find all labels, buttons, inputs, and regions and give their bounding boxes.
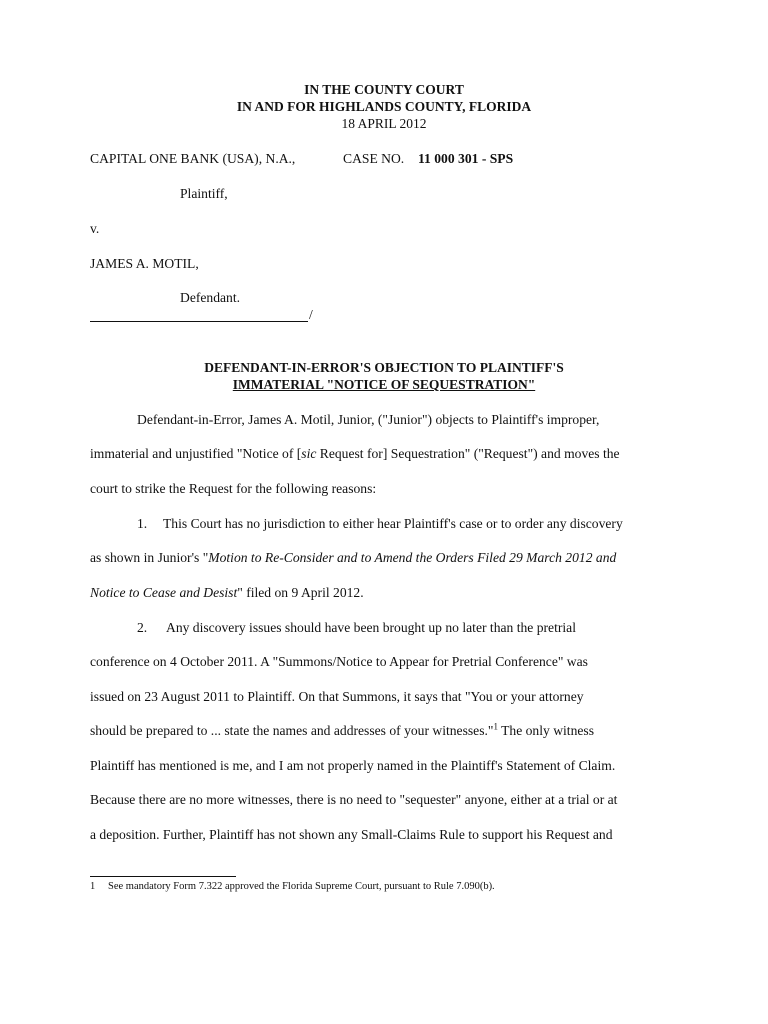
- intro-line: Defendant-in-Error, James A. Motil, Junior, ("Junior") objects to Plaintiff's improper,: [137, 412, 600, 427]
- footnote-mark: 1: [90, 881, 96, 892]
- court-name: IN THE COUNTY COURT: [304, 82, 464, 97]
- plaintiff-name: CAPITAL ONE BANK (USA), N.A.,: [90, 151, 296, 166]
- paragraph-number: 2.: [137, 620, 148, 635]
- footnote-rule: [90, 876, 236, 877]
- case-number-label: CASE NO.: [343, 151, 405, 166]
- document-title-line2: IMMATERIAL "NOTICE OF SEQUESTRATION": [232, 377, 536, 392]
- paragraph-2-line: Plaintiff has mentioned is me, and I am not properly named in the Plaintiff's Statement of Claim.: [90, 758, 616, 773]
- case-number: 11 000 301 - SPS: [418, 151, 514, 166]
- paragraph-2-line: a deposition. Further, Plaintiff has not shown any Small-Claims Rule to support his Request and: [90, 827, 613, 842]
- paragraph-2-line: Any discovery issues should have been brought up no later than the pretrial: [166, 620, 576, 635]
- paragraph-2-line: Because there are no more witnesses, there is no need to "sequester" anyone, either at a trial or at: [90, 792, 618, 807]
- footnote-reference: 1: [493, 721, 498, 732]
- caption-slash: /: [309, 307, 313, 322]
- document-title-line1: DEFENDANT-IN-ERROR'S OBJECTION TO PLAINTIFF'S: [204, 360, 564, 375]
- footnote-text: See mandatory Form 7.322 approved the Florida Supreme Court, pursuant to Rule 7.090(b).: [108, 881, 495, 892]
- paragraph-2-line: issued on 23 August 2011 to Plaintiff. On that Summons, it says that "You or your attorney: [90, 689, 584, 704]
- paragraph-2-line: conference on 4 October 2011. A "Summons/Notice to Appear for Pretrial Conference" was: [90, 654, 588, 669]
- document-date: 18 APRIL 2012: [341, 116, 427, 131]
- intro-line: court to strike the Request for the following reasons:: [90, 481, 377, 496]
- paragraph-2-line: should be prepared to ... state the names and addresses of your witnesses."$^1$ The only witness: [90, 721, 594, 738]
- paragraph-1-line: This Court has no jurisdiction to either hear Plaintiff's case or to order any discovery: [163, 516, 623, 531]
- paragraph-number: 1.: [137, 516, 148, 531]
- paragraph-1-line: as shown in Junior's "Motion to Re-Consider and to Amend the Orders Filed 29 March 2012 and: [90, 550, 617, 565]
- defendant-role: Defendant.: [180, 290, 241, 305]
- versus: v.: [90, 221, 100, 236]
- defendant-name: JAMES A. MOTIL,: [90, 256, 199, 271]
- paragraph-1-line: Notice to Cease and Desist" filed on 9 April 2012.: [90, 585, 364, 600]
- court-county: IN AND FOR HIGHLANDS COUNTY, FLORIDA: [236, 99, 532, 114]
- caption-rule: [90, 321, 308, 322]
- intro-line: immaterial and unjustified "Notice of [sic Request for] Sequestration" ("Request") and moves the: [90, 446, 620, 461]
- plaintiff-role: Plaintiff,: [180, 186, 228, 201]
